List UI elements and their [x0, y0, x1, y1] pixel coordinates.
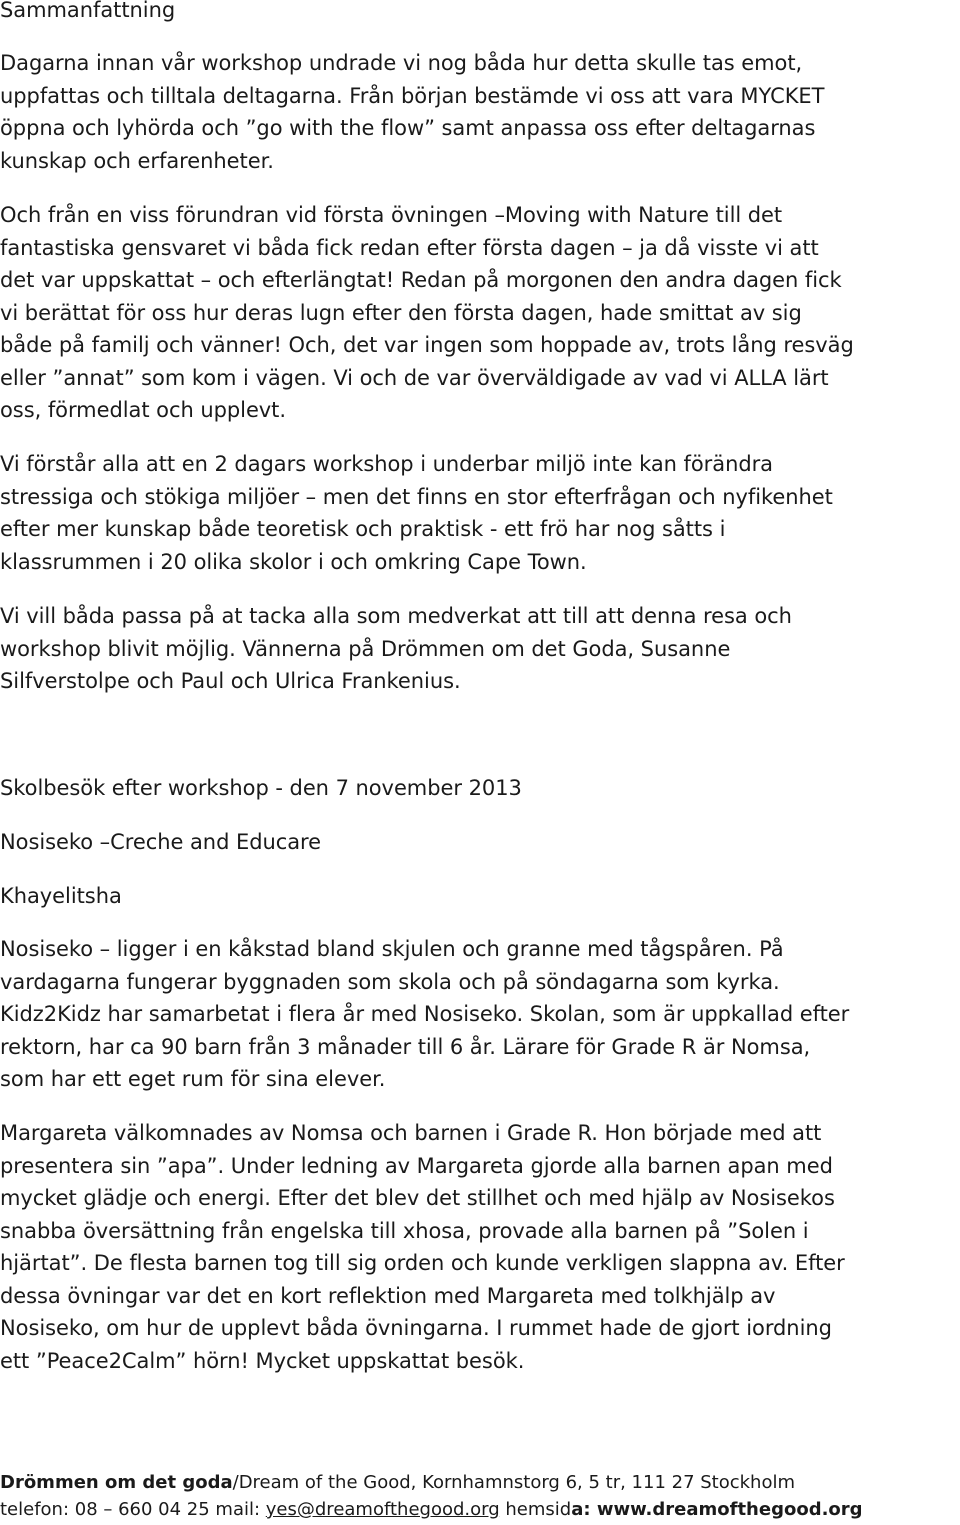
summary-heading [0, 0, 175, 27]
text-line: rektorn, har ca 90 barn från 3 månader till 6 år. Lärare för Grade R är Nomsa, [0, 1034, 811, 1059]
footer-contact-line [0, 1497, 863, 1523]
email-link[interactable]: yes@dreamofthegood.org [265, 1499, 500, 1520]
text-line: workshop blivit möjlig. Vännerna på Drömmen om det Goda, Susanne [0, 636, 731, 661]
org-address: /Dream of the Good, Kornhamnstorg 6, 5 tr, 111 27 Stockholm [232, 1472, 796, 1493]
text-line: Nosiseko, om hur de upplevt båda övningarna. I rummet hade de gjort iordning [0, 1316, 832, 1340]
text-line: stressiga och stökiga miljöer – men det finns en stor efterfrågan och nyfikenhet [0, 484, 833, 509]
heading-text: Sammanfattning [0, 0, 176, 22]
text-line: fantastiska gensvaret vi båda fick redan efter första dagen – ja då visste vi att [0, 235, 819, 260]
text-line: Silfverstolpe och Paul och Ulrica Frankenius. [0, 669, 461, 693]
visit-school-name [0, 826, 321, 859]
text-line: som har ett eget rum för sina elever. [0, 1067, 386, 1091]
text-line: Khayelitsha [0, 884, 122, 908]
homepage-prefix: hemsid [499, 1499, 572, 1520]
summary-paragraph-2 [0, 199, 854, 427]
text-line: Och från en viss förundran vid första övningen –Moving with Nature till det [0, 203, 783, 227]
text-line: dessa övningar var det en kort reflektion med Margareta med tolkhjälp av [0, 1283, 776, 1308]
summary-paragraph-4 [0, 600, 792, 698]
text-line: Nosiseko – ligger i en kåkstad bland skjulen och granne med tågspåren. På [0, 937, 784, 961]
text-line: ett ”Peace2Calm” hörn! Mycket uppskattat besök. [0, 1348, 525, 1373]
visit-heading [0, 772, 522, 805]
text-line: efter mer kunskap både teoretisk och praktisk - ett frö har nog såtts i [0, 517, 726, 541]
text-line: klassrummen i 20 olika skolor i och omkring Cape Town. [0, 549, 587, 574]
text-line: hjärtat”. De flesta barnen tog till sig orden och kunde verkligen slappna av. Efter [0, 1251, 845, 1275]
footer-address-line [0, 1470, 795, 1496]
summary-paragraph-3 [0, 448, 833, 578]
text-line: Kidz2Kidz har samarbetat i flera år med Nosiseko. Skolan, som är uppkallad efter [0, 1002, 850, 1026]
visit-place [0, 880, 122, 913]
text-line: Nosiseko –Creche and Educare [0, 830, 322, 854]
text-line: vardagarna fungerar byggnaden som skola och på söndagarna som kyrka. [0, 969, 780, 994]
text-line: kunskap och erfarenheter. [0, 148, 274, 173]
text-line: både på familj och vänner! Och, det var ingen som hoppade av, trots lång resväg [0, 333, 854, 357]
visit-paragraph-1 [0, 933, 849, 1096]
text-line: öppna och lyhörda och ”go with the flow” samt anpassa oss efter deltagarnas [0, 116, 816, 140]
text-line: eller ”annat” som kom i vägen. Vi och de var överväldigade av vad vi ALLA lärt [0, 365, 829, 390]
text-line: snabba översättning från engelska till xhosa, provade alla barnen på ”Solen i [0, 1218, 809, 1243]
text-line: det var uppskattat – och efterlängtat! Redan på morgonen den andra dagen fick [0, 268, 842, 292]
text-line: oss, förmedlat och upplevt. [0, 398, 286, 422]
text-line: mycket glädje och energi. Efter det blev det stillhet och med hjälp av Nosisekos [0, 1186, 835, 1210]
text-line: Vi förstår alla att en 2 dagars workshop i underbar miljö inte kan förändra [0, 452, 774, 476]
heading-text: Skolbesök efter workshop - den 7 november 2013 [0, 776, 522, 800]
text-line: Vi vill båda passa på at tacka alla som medverkat att till att denna resa och [0, 604, 792, 628]
text-line: presentera sin ”apa”. Under ledning av Margareta gjorde alla barnen apan med [0, 1153, 833, 1178]
org-name: Drömmen om det goda [0, 1472, 233, 1493]
text-line: vi berättat för oss hur deras lugn efter den första dagen, hade smittat av sig [0, 300, 802, 325]
homepage-link[interactable]: a: www.dreamofthegood.org [571, 1499, 863, 1520]
text-line: Margareta välkomnades av Nomsa och barnen i Grade R. Hon började med att [0, 1121, 822, 1145]
phone-text: telefon: 08 – 660 04 25 mail: [0, 1499, 266, 1520]
text-line: Dagarna innan vår workshop undrade vi nog båda hur detta skulle tas emot, [0, 51, 803, 75]
visit-paragraph-2 [0, 1117, 845, 1377]
text-line: uppfattas och tilltala deltagarna. Från början bestämde vi oss att vara MYCKET [0, 83, 825, 108]
summary-paragraph-1 [0, 47, 824, 177]
